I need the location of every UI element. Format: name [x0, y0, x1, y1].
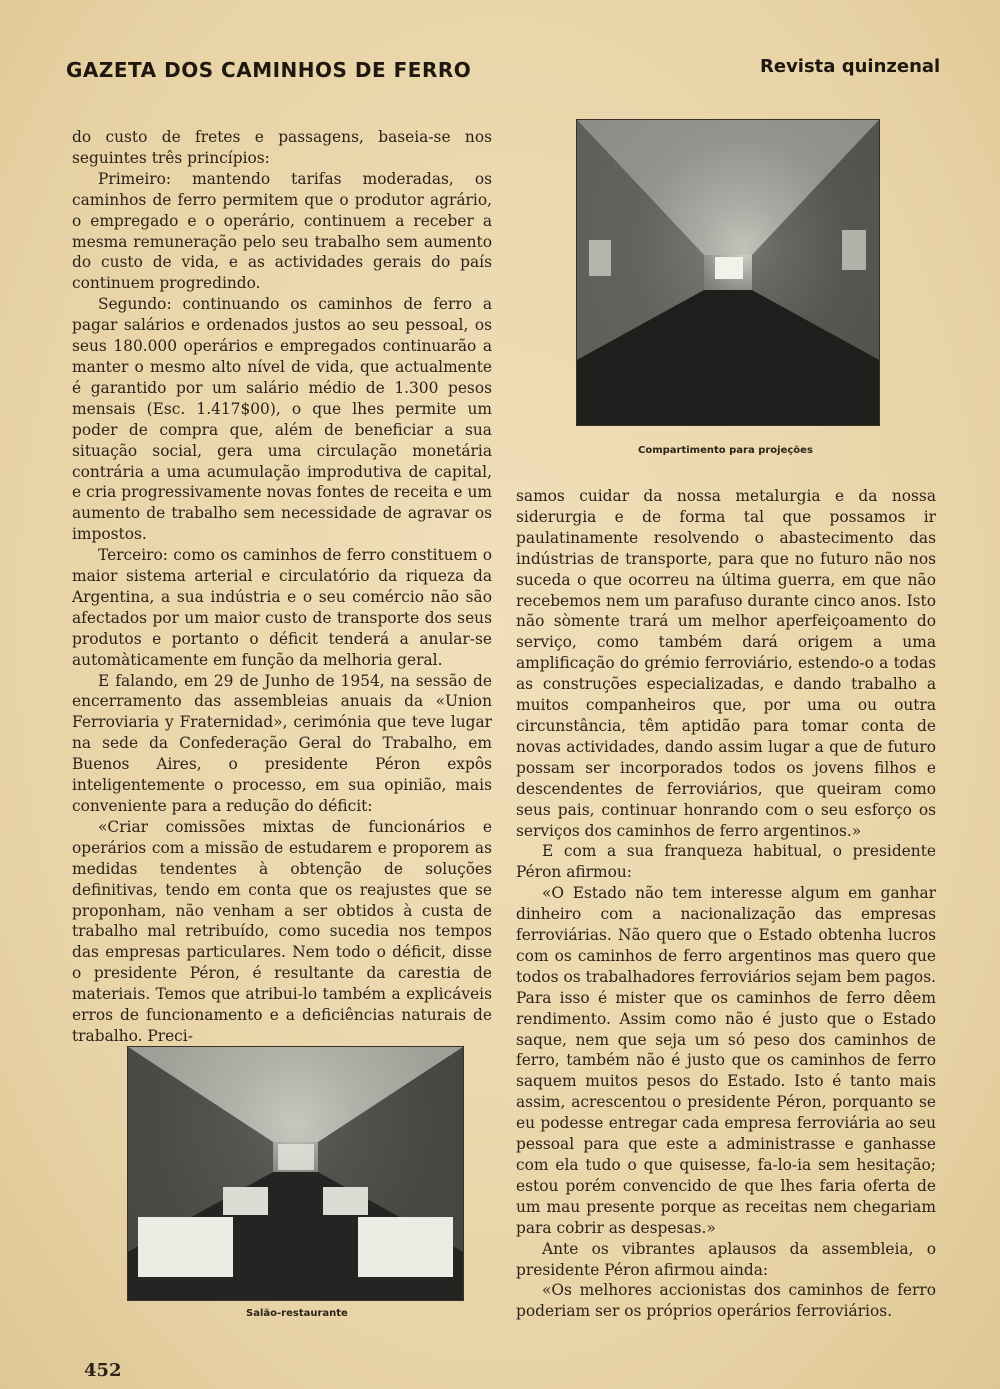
restaurant-car-photo	[127, 1046, 464, 1301]
paragraph: E com a sua franqueza habitual, o presidente Péron afirmou:	[516, 842, 936, 882]
paragraph: Ante os vibrantes aplausos da assembleia, o presidente Péron afirmou ainda:	[516, 1239, 936, 1279]
paragraph: «Criar comissões mixtas de funcionários e operários com a missão de estudarem e proporem as medidas tendentes à obtenção de soluções definitivas, tendo em conta que os reajustes que se proponham, não venham a ser obtidos à custa de trabalho mal retribuído, como sucedia nos tempos das empresas particulares. Nem todo o déficit, disse o presidente Péron, é resultante da carestia de materiais. Temos que atribui-lo também a explicáveis erros de funcionamento e a deficiências naturais de trabalho. Preci-	[72, 817, 492, 1045]
paragraph: do custo de fretes e passagens, baseia-se nos seguintes três princípios:	[72, 128, 492, 167]
journal-subtitle: Revista quinzenal	[760, 56, 941, 77]
left-text-column	[72, 127, 492, 1047]
projection-compartment-photo	[576, 119, 880, 426]
journal-title: GAZETA DOS CAMINHOS DE FERRO	[66, 58, 472, 82]
paragraph: E falando, em 29 de Junho de 1954, na sessão de encerramento das assembleias anuais da «Union Ferroviaria y Fraternidad», cerimónia que teve lugar na sede da Confederação Geral do Trabalho, em Buenos Aires, o presidente Péron expôs inteligentemente o processo, em sua opinião, mais conveniente para a redução do déficit:	[72, 671, 492, 815]
paragraph: «O Estado não tem interesse algum em ganhar dinheiro com a nacionalização das empresas ferroviárias. Não quero que o Estado obtenha lucros com os caminhos de ferro argentinos mas quero que todos os trabalhadores ferroviários sejam bem pagos. Para isso é mister que os caminhos de ferro dêem rendimento. Assim como não é justo que o Estado saque, nem que seja um só peso dos caminhos de ferro, também não é justo que os caminhos de ferro saquem muitos pesos do Estado. Isto é tanto mais assim, acrescentou o presidente Péron, porquanto se eu podesse entregar cada empresa ferroviária ao seu pessoal para que este a administrasse e ganhasse com ela tudo o que quisesse, fa-lo-ia sem hesitação; estou porém convencido de que lhes faria oferta de um mau presente porque as receitas nem chegariam para cobrir as despesas.»	[516, 884, 936, 1237]
paragraph: Terceiro: como os caminhos de ferro constituem o maior sistema arterial e circulatório da riqueza da Argentina, a sua indústria e o seu comércio não são afectados por um maior custo de transporte dos seus produtos e portanto o déficit tenderá a anular-se automàticamente em função da melhoria geral.	[72, 546, 492, 669]
paragraph: samos cuidar da nossa metalurgia e da nossa siderurgia e de forma tal que possamos ir paulatinamente resolvendo o abastecimento das indústrias de transporte, para que no futuro não nos suceda o que ocorreu na última guerra, em que não recebemos nem um parafuso durante cinco anos. Isto não sòmente trará um melhor aperfeiçoamento do serviço, como também dará origem a uma amplificação do grémio ferroviário, estendo-o a todas as construções especializadas, e dando trabalho a muitos companheiros que, por uma ou outra circunstância, têm aptidão para tomar conta de novas actividades, dando assim lugar a que de futuro possam ser incorporados todos os jovens filhos e descendentes de ferroviários, que queiram como seus pais, continuar honrando com o seu esforço os serviços dos caminhos de ferro argentinos.»	[516, 487, 936, 840]
projection-photo-caption: Compartimento para projeções	[638, 445, 813, 456]
restaurant-photo-illustration	[128, 1047, 463, 1300]
paragraph: Primeiro: mantendo tarifas moderadas, os caminhos de ferro permitem que o produtor agrário, o empregado e o operário, continuem a receber a mesma remuneração pelo seu trabalho sem aumento do custo de vida, e as actividades gerais do país continuem progredindo.	[72, 169, 492, 293]
projection-photo-illustration	[577, 120, 879, 425]
paragraph: «Os melhores accionistas dos caminhos de ferro poderiam ser os próprios operários ferroviários.	[516, 1281, 936, 1321]
paragraph: Segundo: continuando os caminhos de ferro a pagar salários e ordenados justos ao seu pessoal, os seus 180.000 operários e empregados continuarão a manter o mesmo alto nível de vida, que actualmente é garantido por um salário médio de 1.300 pesos mensais (Esc. 1.417$00), o que lhes permite um poder de compra que, além de beneficiar a sua situação social, gera uma circulação monetária contrária a uma acumulação improdutiva de capital, e cria progressivamente novas fontes de receita e um aumento de trabalho sem necessidade de agravar os impostos.	[72, 295, 492, 544]
page-number: 452	[84, 1360, 122, 1381]
right-text-column	[516, 486, 936, 1322]
restaurant-photo-caption: Salão-restaurante	[246, 1308, 348, 1319]
